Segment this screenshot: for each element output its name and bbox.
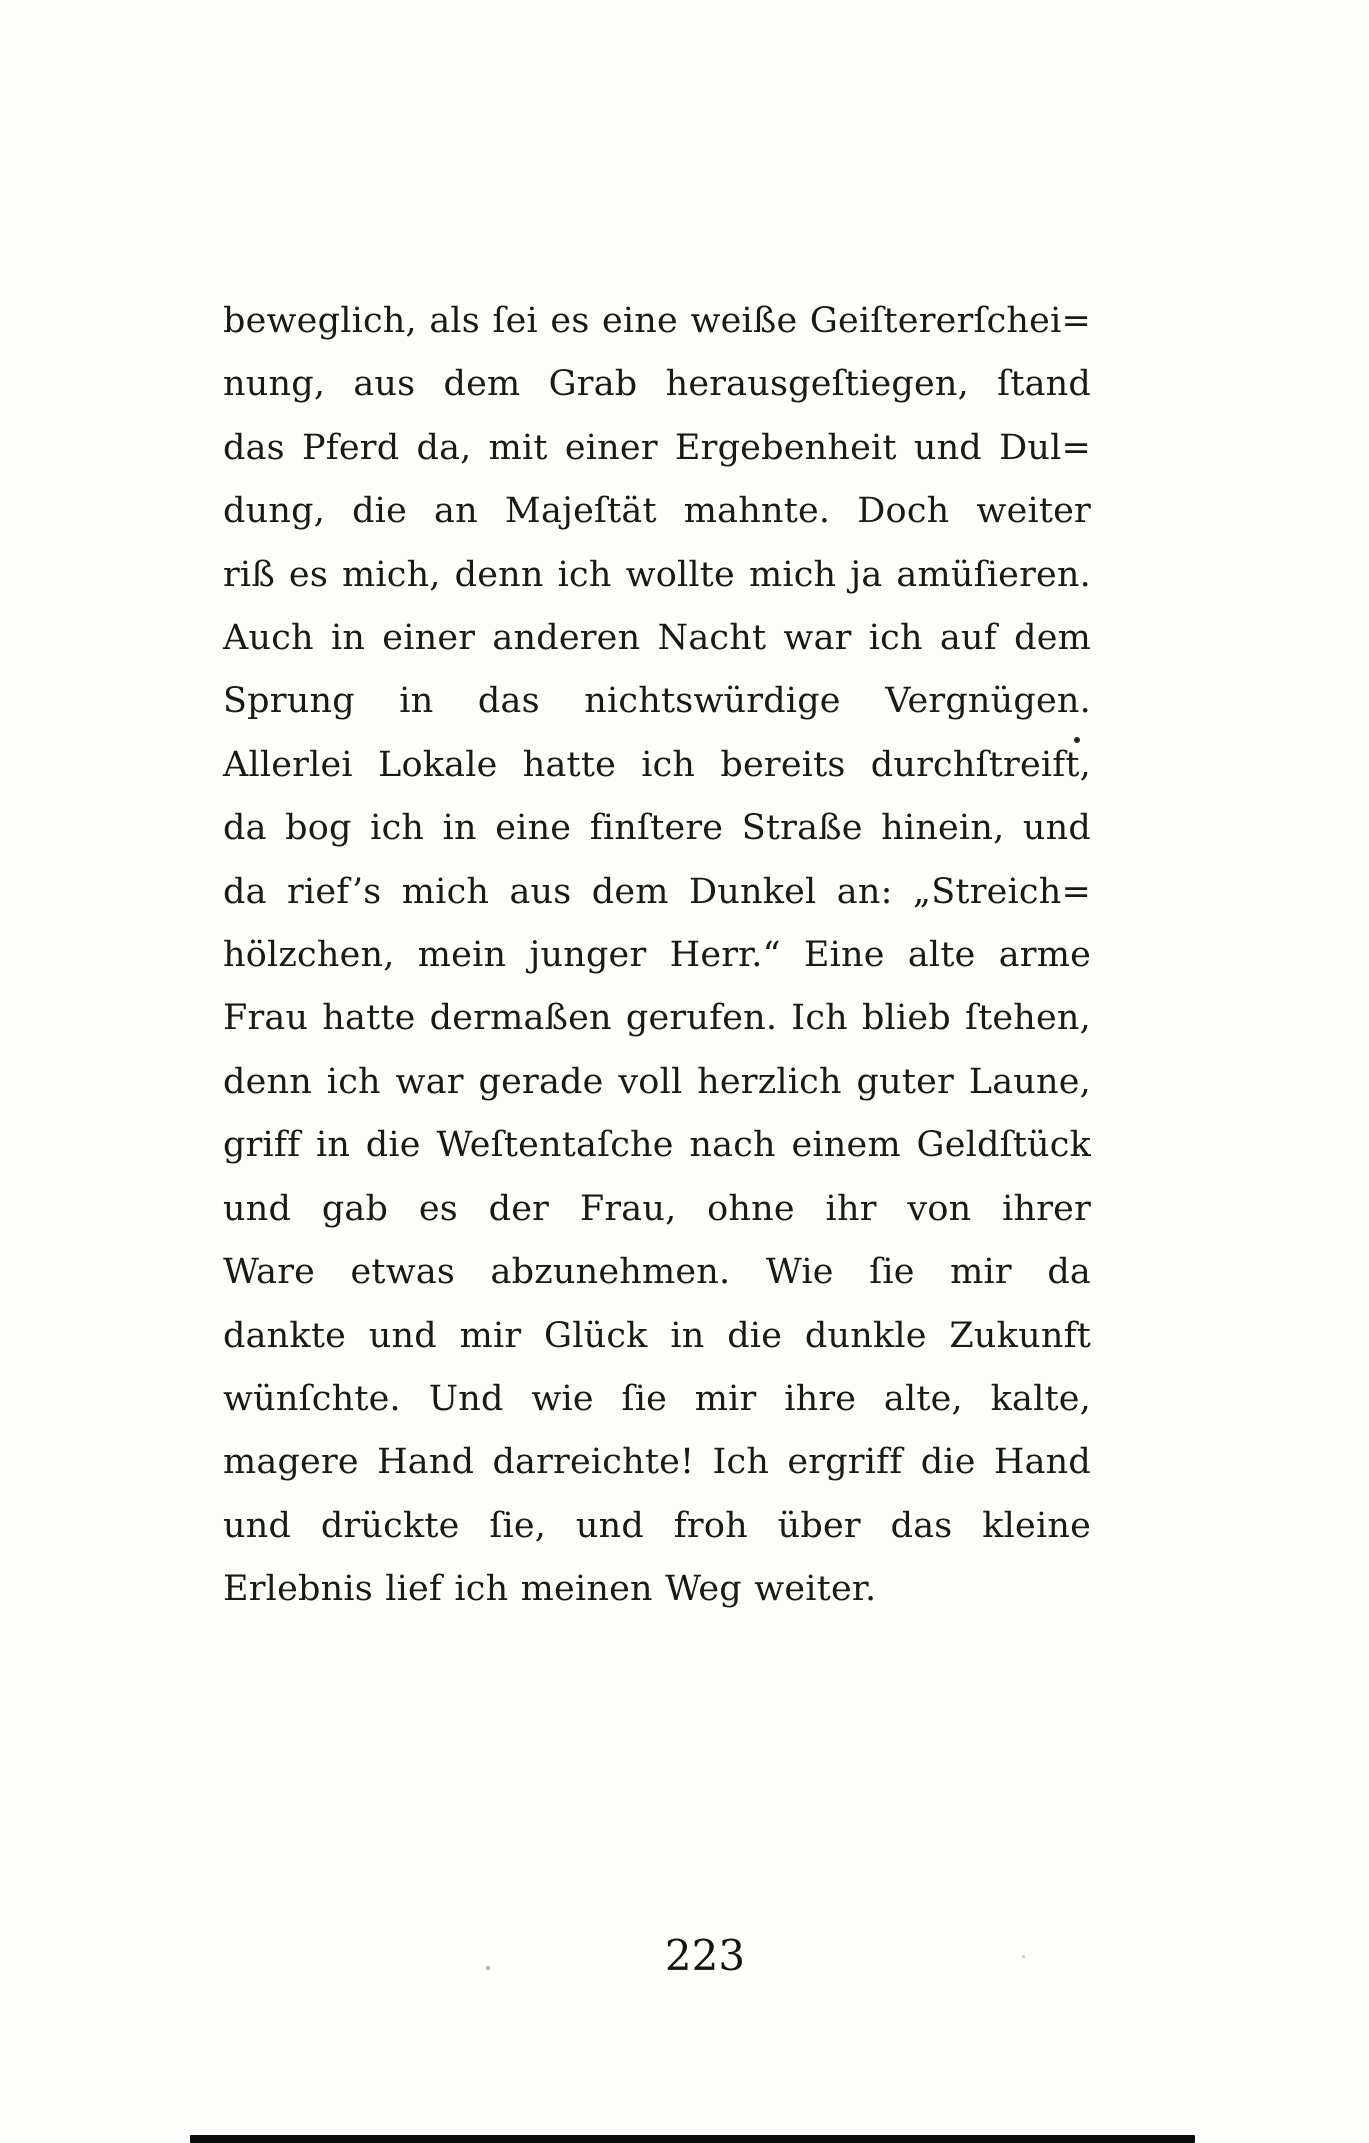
text-line: da bog ich in eine finſtere Straße hinein, und [223,808,1091,849]
ink-speckle [486,1966,490,1970]
text-line: und gab es der Frau, ohne ihr von ihrer [223,1188,1091,1229]
text-line: Ware etwas abzunehmen. Wie ſie mir da [223,1252,1091,1293]
text-line: hölzchen, mein junger Herr.“ Eine alte arme [223,935,1091,976]
text-block [223,290,1091,1622]
text-line: riß es mich, denn ich wollte mich ja amüſieren. [223,554,1091,595]
text-line: dankte und mir Glück in die dunkle Zukunft [223,1315,1091,1356]
text-line: Sprung in das nichtswürdige Vergnügen. [223,681,1091,722]
text-line: Erlebnis lief ich meinen Weg weiter. [223,1569,877,1610]
text-line: griff in die Weſtentaſche nach einem Geldſtück [223,1125,1091,1166]
text-line: und drückte ſie, und froh über das kleine [223,1505,1091,1546]
text-line: Auch in einer anderen Nacht war ich auf dem [223,618,1091,659]
text-line: nung, aus dem Grab herausgeſtiegen, ſtand [223,364,1091,405]
ink-speckle [610,1212,613,1215]
text-line: Frau hatte dermaßen gerufen. Ich blieb ſtehen, [223,998,1091,1039]
text-line: beweglich, als ſei es eine weiße Geiſtererſchei= [223,301,1091,341]
text-line: das Pferd da, mit einer Ergebenheit und Dul= [223,427,1091,468]
text-line: wünſchte. Und wie ſie mir ihre alte, kalte, [223,1378,1091,1419]
ink-speckle [1074,737,1080,743]
text-line: denn ich war gerade voll herzlich guter Laune, [223,1061,1091,1102]
scan-artifact-bar [190,2135,1195,2143]
text-line: magere Hand darreichte! Ich ergriff die Hand [223,1442,1091,1483]
text-line: da rief’s mich aus dem Dunkel an: „Streich= [223,871,1091,912]
text-line: dung, die an Majeſtät mahnte. Doch weiter [223,491,1091,532]
page-number: 223 [664,1931,746,1980]
ink-speckle [1022,1955,1025,1958]
text-line: Allerlei Lokale hatte ich bereits durchſtreift, [223,744,1091,785]
